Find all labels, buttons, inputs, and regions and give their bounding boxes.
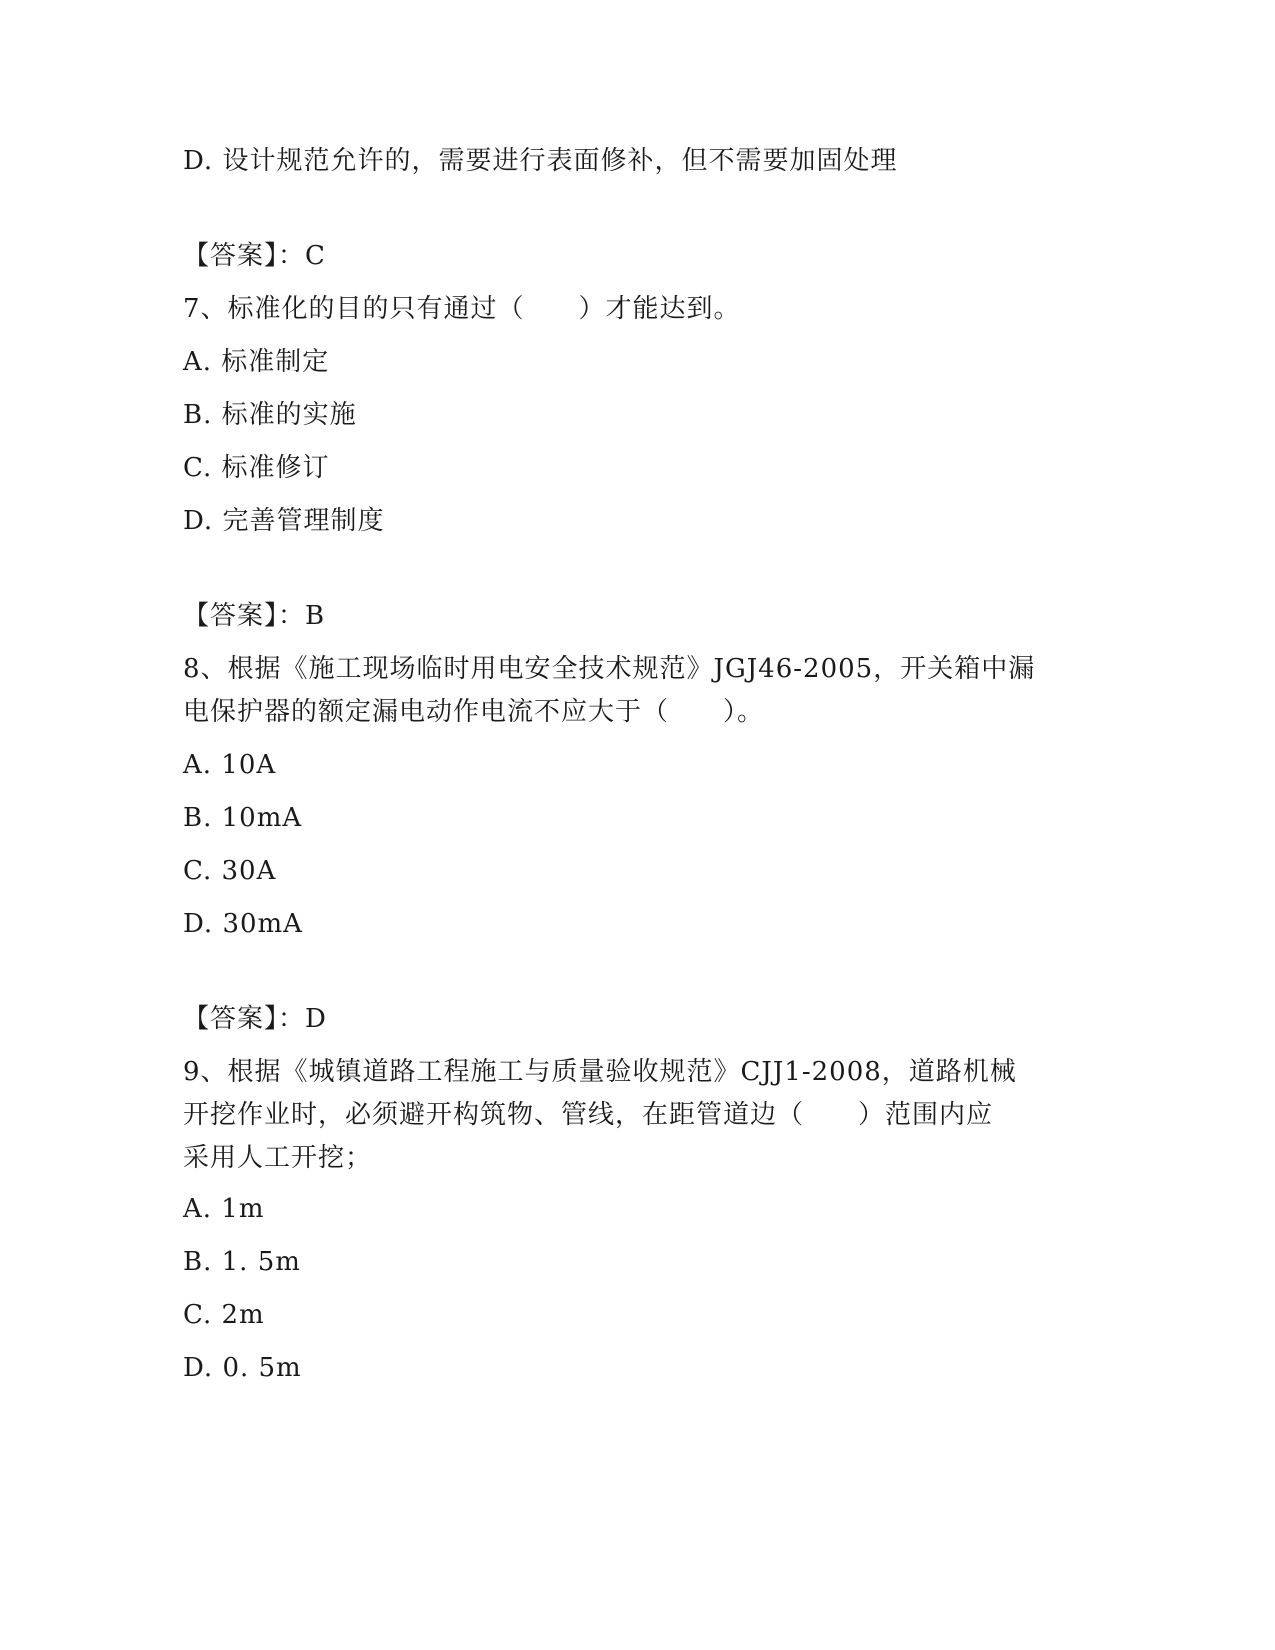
q8-option-d: D. 30mA bbox=[183, 909, 303, 939]
q8-answer: 【答案】：D bbox=[183, 1004, 327, 1034]
q9-question-line-3: 采用人工开挖； bbox=[183, 1143, 373, 1173]
q7-option-a: A. 标准制定 bbox=[183, 347, 330, 377]
q6-option-d: D. 设计规范允许的，需要进行表面修补，但不需要加固处理 bbox=[183, 146, 898, 176]
q8-question-line-2: 电保护器的额定漏电动作电流不应大于（ ）。 bbox=[183, 697, 765, 727]
q7-option-b: B. 标准的实施 bbox=[183, 400, 357, 430]
q9-option-a: A. 1m bbox=[183, 1194, 265, 1224]
q8-question-line-1: 8、根据《施工现场临时用电安全技术规范》JGJ46-2005，开关箱中漏 bbox=[183, 654, 1036, 684]
q9-option-d: D. 0. 5m bbox=[183, 1353, 302, 1383]
q9-option-b: B. 1. 5m bbox=[183, 1247, 301, 1277]
q7-option-c: C. 标准修订 bbox=[183, 453, 330, 483]
q7-question: 7、标准化的目的只有通过（ ）才能达到。 bbox=[183, 294, 741, 324]
q6-answer: 【答案】：C bbox=[183, 241, 326, 271]
q7-answer: 【答案】：B bbox=[183, 601, 326, 631]
q9-question-line-1: 9、根据《城镇道路工程施工与质量验收规范》CJJ1-2008，道路机械 bbox=[183, 1057, 1017, 1087]
q9-option-c: C. 2m bbox=[183, 1300, 265, 1330]
q8-option-b: B. 10mA bbox=[183, 803, 303, 833]
q8-option-c: C. 30A bbox=[183, 856, 277, 886]
q9-question-line-2: 开挖作业时，必须避开构筑物、管线，在距管道边（ ）范围内应 bbox=[183, 1100, 994, 1130]
q8-option-a: A. 10A bbox=[183, 750, 277, 780]
q7-option-d: D. 完善管理制度 bbox=[183, 506, 385, 536]
